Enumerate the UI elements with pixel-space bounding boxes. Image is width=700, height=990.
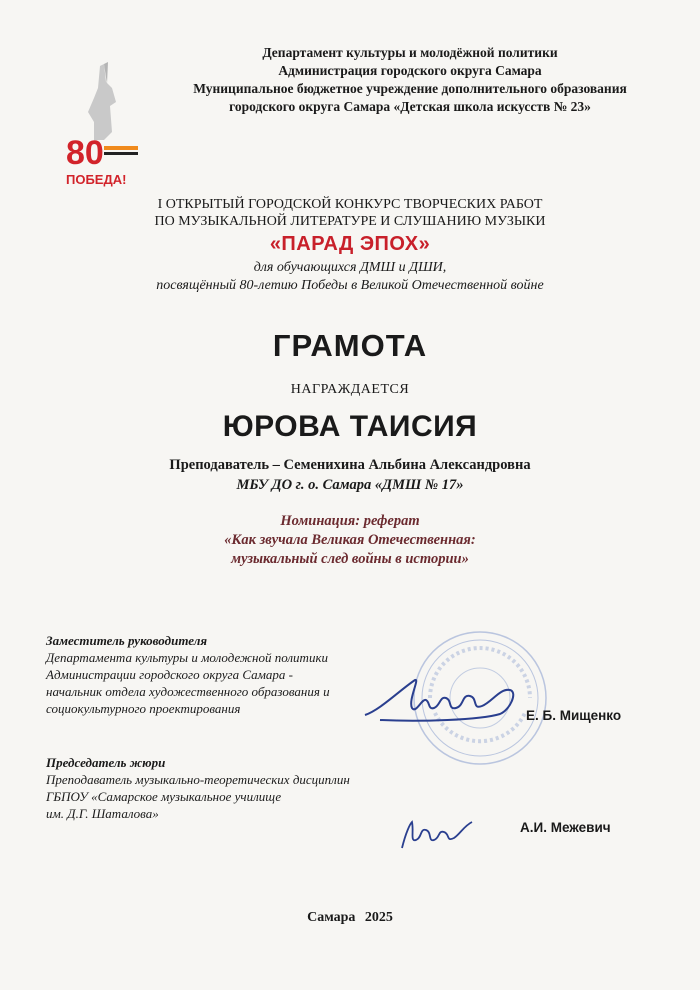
signatory-1-desc-3: начальник отдела художественного образования и <box>46 684 330 699</box>
signatory-2-desc-1: Преподаватель музыкально-теоретических дисциплин <box>46 772 350 787</box>
victory-80-logo <box>64 62 144 192</box>
svg-text:ПОБЕДА!: ПОБЕДА! <box>66 172 127 187</box>
organization-header <box>160 44 660 116</box>
signature-mezhevich <box>398 812 478 857</box>
signatory-2-name: А.И. Межевич <box>520 820 611 835</box>
contest-line-1: I ОТКРЫТЫЙ ГОРОДСКОЙ КОНКУРС ТВОРЧЕСКИХ РАБОТ <box>157 197 543 212</box>
teacher-block <box>0 455 700 495</box>
contest-block <box>100 196 600 295</box>
nomination-line-3: музыкальный след войны в истории» <box>231 551 469 567</box>
signatory-2-desc-3: им. Д.Г. Шаталова» <box>46 806 159 821</box>
signatory-2-role: Председатель жюри <box>46 755 166 770</box>
nomination-line-1: Номинация: реферат <box>280 513 420 529</box>
header-line-4: городского округа Самара «Детская школа искусств № 23» <box>229 99 591 114</box>
certificate-title: ГРАМОТА <box>272 328 428 363</box>
svg-text:80: 80 <box>66 134 104 172</box>
signature-mishchenko <box>360 670 530 730</box>
signatory-1-desc-4: социокультурного проектирования <box>46 701 241 716</box>
signatory-2-desc-2: ГБПОУ «Самарское музыкальное училище <box>46 789 282 804</box>
nomination-line-2: «Как звучала Великая Отечественная: <box>224 532 476 548</box>
signatory-1-role: Заместитель руководителя <box>46 633 208 648</box>
signatory-1-block <box>46 632 376 717</box>
signatory-1-desc-1: Департамента культуры и молодежной политики <box>46 650 329 665</box>
awarded-label: НАГРАЖДАЕТСЯ <box>290 382 410 397</box>
nomination-block <box>0 512 700 569</box>
contest-line-2: ПО МУЗЫКАЛЬНОЙ ЛИТЕРАТУРЕ И СЛУШАНИЮ МУЗЫКИ <box>154 214 546 229</box>
signatory-1-name: Е. Б. Мищенко <box>526 708 622 723</box>
contest-title: «ПАРАД ЭПОХ» <box>269 233 431 255</box>
signatory-1-desc-2: Администрации городского округа Самара - <box>46 667 293 682</box>
contest-sub-2: посвящённый 80-летию Победы в Великой Отечественной войне <box>156 278 544 293</box>
header-line-2: Администрация городского округа Самара <box>278 63 542 78</box>
contest-sub-1: для обучающихся ДМШ и ДШИ, <box>253 260 447 275</box>
recipient-name: ЮРОВА ТАИСИЯ <box>222 410 478 443</box>
signatory-2-block <box>46 754 386 822</box>
header-line-3: Муниципальное бюджетное учреждение дополнительного образования <box>193 81 627 96</box>
teacher-name: Преподаватель – Семенихина Альбина Александровна <box>169 457 531 473</box>
footer-city-year: Самара 2025 <box>307 910 393 925</box>
header-line-1: Департамент культуры и молодёжной политики <box>262 45 558 60</box>
teacher-organization: МБУ ДО г. о. Самара «ДМШ № 17» <box>236 477 464 493</box>
